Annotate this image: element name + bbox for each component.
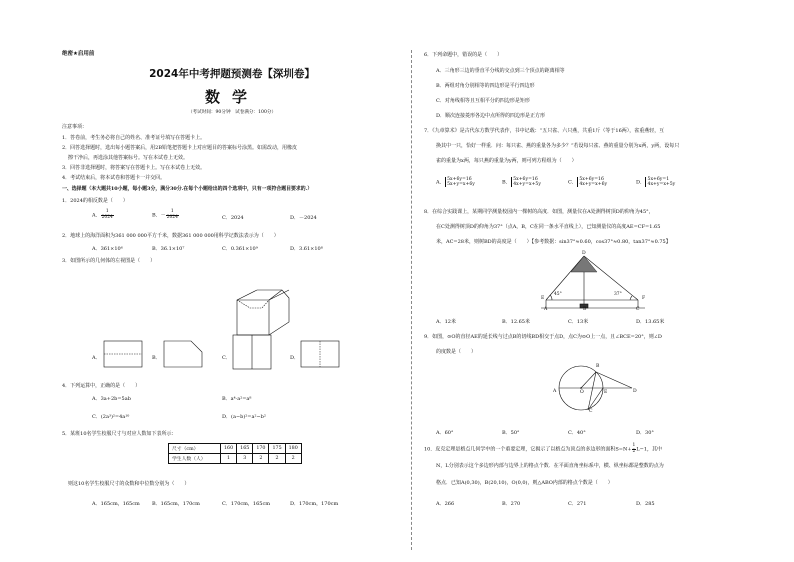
q5-option-d: D．170cm，170cm bbox=[290, 501, 339, 507]
q5-after: 则这10名学生校服尺寸的众数和中位数分别为（ ） bbox=[68, 481, 190, 487]
q8-label-d: D bbox=[582, 251, 586, 256]
notes-item: 1．答卷前，考生务必将自己的姓名、准考证号填写在答题卡上。 bbox=[62, 135, 206, 141]
q8-option-c: C．13米 bbox=[568, 319, 589, 325]
exam-info: （考试时间：90分钟 试卷满分：100分） bbox=[187, 110, 277, 115]
table-cell: 尺寸（cm） bbox=[169, 444, 221, 454]
q9-label-e: E bbox=[604, 390, 608, 395]
q10-option-c: C．271 bbox=[568, 501, 587, 507]
q3-option-c: C． bbox=[222, 355, 231, 361]
q3-option-d-figure bbox=[300, 340, 340, 368]
q8-stem: 8．在综合实践课上，某期同学测量校园内一棵树的高度．如图，测量仪在A处测得树顶D的仰角为45°， bbox=[424, 209, 654, 215]
q8-stem: 米，AC=28米，则树BD的高度是（ ）【参考数据：sin37°≈0.60，cos37°≈0.80，tan37°≈0.75】 bbox=[436, 239, 671, 245]
q5-stem: 5．某班10名学生校服尺寸与对应人数如下表所示： bbox=[62, 431, 177, 437]
q6-option-b: B．两组对角分别相等的四边形是平行四边形 bbox=[436, 83, 535, 89]
q1-option-a: A． $\frac{1}{2024}$ bbox=[92, 209, 113, 220]
q8-label-b: B bbox=[583, 307, 587, 312]
q2-option-b: B．36.1×10⁷ bbox=[152, 246, 185, 252]
q7-stem: 换其中一只，恰好一样重．问：每只雀、燕的重量各为多少？”若设每只雀、燕的重量分别为x两，y两，设每只 bbox=[436, 143, 680, 149]
q5-option-b: B．165cm，170cm bbox=[152, 501, 200, 507]
notes-item: 4．考试结束后，将本试卷和答题卡一并交回。 bbox=[62, 175, 166, 181]
subject-title: 数学 bbox=[204, 88, 259, 106]
q7-stem: 7．《九章算术》是古代东方数学代表作，书中记载：“五只雀、六只燕，共重1斤（等于16两），雀重燕轻，互 bbox=[424, 128, 665, 134]
table-row bbox=[169, 444, 302, 454]
q5-option-c: C．170cm，165cm bbox=[222, 501, 270, 507]
q7-option-a: A． 5x+6y=16 5x+y=x+6y bbox=[436, 177, 475, 187]
q9-label-c: C bbox=[589, 409, 593, 414]
q3-option-d: D． bbox=[290, 355, 300, 361]
q7-stem: 雀的重量为x两，每只燕的重量为y两，则可列方程组为（ ） bbox=[436, 158, 577, 164]
notes-item: 擦干净后，再选涂其他答案标号。写在本试卷上无效。 bbox=[68, 155, 189, 161]
q4-option-c: C．(2a³)²=4a¹⁰ bbox=[92, 414, 130, 420]
table-row bbox=[169, 454, 302, 464]
q8-label-c: C bbox=[636, 307, 640, 312]
q9-label-d: D bbox=[633, 389, 637, 394]
column-divider bbox=[411, 50, 412, 550]
table-cell: 165 bbox=[237, 444, 253, 454]
q9-label-o: O bbox=[580, 390, 584, 395]
notes-item: 3．回答非选择题时，将答案写在答题卡上。写在本试卷上无效。 bbox=[62, 165, 206, 171]
q8-stem: 在C处测得树顶D的仰角为37°（点A，B，C在同一条水平直线上），已知测量仪的高度AE=CF=1.65 bbox=[436, 224, 661, 230]
q7-option-c: C． 5x+6y=16 4x+y=x+6y bbox=[568, 177, 608, 187]
q8-option-b: B．12.65米 bbox=[502, 319, 530, 325]
table-cell: 160 bbox=[221, 444, 237, 454]
q5-option-a: A．165cm，165cm bbox=[92, 501, 140, 507]
q6-option-d: D．顺次连接菱形各边中点所得的四边形是正方形 bbox=[436, 113, 546, 119]
q6-stem: 6．下列命题中，错误的是（ ） bbox=[424, 52, 503, 58]
table-cell: 2 bbox=[269, 454, 285, 464]
q1-option-c: C．2024 bbox=[222, 215, 244, 221]
q8-option-d: D．13.65米 bbox=[636, 319, 665, 325]
q8-angle-45: 45° bbox=[554, 292, 562, 297]
q3-option-c-figure bbox=[232, 334, 272, 370]
q4-stem: 4．下列运算中，正确的是（ ） bbox=[62, 383, 141, 389]
q3-option-a: A． bbox=[92, 355, 101, 361]
q2-option-a: A．361×10⁶ bbox=[92, 246, 123, 252]
q10-stem: 10．皮克定理是格点几何学中的一个重要定理，它揭示了以格点为顶点的多边形的面积S=N+ $\frac{1}{2}$ L−1，其中 bbox=[424, 443, 663, 454]
q8-tree-figure bbox=[537, 250, 649, 314]
q9-option-a: A．60° bbox=[436, 430, 454, 436]
table-cell: 1 bbox=[221, 454, 237, 464]
q9-option-b: B．50° bbox=[502, 430, 520, 436]
q5-size-table bbox=[168, 443, 302, 464]
q9-label-a: A bbox=[553, 389, 557, 394]
table-cell: 3 bbox=[237, 454, 253, 464]
q9-label-b: B bbox=[596, 364, 600, 369]
q1-stem: 1．2024的相反数是（ ） bbox=[62, 198, 128, 204]
table-cell: 175 bbox=[269, 444, 285, 454]
exam-title: 2024年中考押题预测卷【深圳卷】 bbox=[149, 68, 315, 80]
table-cell: 学生人数（人） bbox=[169, 454, 221, 464]
q10-stem: 格点．已知A(0,30)，B(20,10)，O(0,0)，则△ABO内部的格点个数是（ ） bbox=[436, 480, 613, 486]
q9-option-d: D．30° bbox=[636, 430, 654, 436]
q9-circle-figure bbox=[546, 360, 636, 416]
q3-option-b: B． bbox=[152, 355, 161, 361]
table-cell: 170 bbox=[253, 444, 269, 454]
q6-option-a: A．三角形三边的垂直平分线的交点到三个顶点的距离相等 bbox=[436, 68, 565, 74]
table-cell: 2 bbox=[285, 454, 301, 464]
q10-option-b: B．270 bbox=[502, 501, 521, 507]
q7-option-b: B． 5x+6y=16 4x+y=x+5y bbox=[502, 177, 541, 187]
q4-option-b: B．a⁴·a²=a⁸ bbox=[222, 396, 252, 402]
notes-item: 2．回答选择题时，选出每小题答案后，用2B铅笔把答题卡上对应题目的答案标号涂黑。如需改动，用橡皮 bbox=[62, 145, 298, 151]
q8-label-a: A bbox=[544, 307, 548, 312]
q8-angle-37: 37° bbox=[614, 292, 622, 297]
table-cell: 180 bbox=[285, 444, 301, 454]
q4-option-a: A．3a+2b=5ab bbox=[92, 396, 131, 402]
q3-option-a-figure bbox=[103, 340, 143, 368]
q4-option-d: D．(a−b)²=a²−b² bbox=[222, 414, 266, 420]
notes-heading: 注意事项： bbox=[62, 124, 88, 130]
q2-option-d: D．3.61×10⁸ bbox=[290, 246, 323, 252]
q7-option-d: D． 5x+6y=1 4x+y=x+5y bbox=[636, 177, 676, 187]
q8-label-f: F bbox=[642, 296, 646, 301]
q6-option-c: C．对角线相等且互相平分的四边形是矩形 bbox=[436, 98, 530, 104]
q10-stem: N，L分别表示这个多边形内部与边界上的格点个数．在平面直角坐标系中，横、纵坐标都是整数的点为 bbox=[436, 463, 664, 469]
q3-stem: 3．如图所示的几何体的左视图是（ ） bbox=[62, 258, 156, 264]
q9-option-c: C．40° bbox=[568, 430, 586, 436]
q10-option-d: D．285 bbox=[636, 501, 655, 507]
q2-stem: 2．地球上的海洋面积为361 000 000平方千米，数据361 000 000用科学记数法表示为（ ） bbox=[62, 233, 279, 239]
q1-option-b: B．－ $\frac{1}{2024}$ bbox=[152, 209, 178, 220]
section-heading: 一、选择题（本大题共10小题，每小题3分，满分30分.在每个小题给出的四个选项中，只有一项符合题目要求的.） bbox=[62, 186, 313, 192]
q2-option-c: C．0.361×10⁹ bbox=[222, 246, 258, 252]
q3-option-b-figure bbox=[163, 340, 203, 368]
table-cell: 2 bbox=[253, 454, 269, 464]
secret-mark: 绝密★启用前 bbox=[62, 51, 95, 57]
q8-option-a: A．12米 bbox=[436, 319, 456, 325]
q1-option-d: D．－2024 bbox=[290, 215, 317, 221]
q9-stem: 的度数是（ ） bbox=[436, 349, 477, 355]
q9-stem: 9．如图，⊙O的直径AE的延长线与过点B的切线BD相交于点D，点C为⊙O上一点，且∠BCE=20°，则∠D bbox=[424, 334, 662, 340]
q8-label-e: E bbox=[541, 296, 545, 301]
q10-option-a: A．266 bbox=[436, 501, 455, 507]
